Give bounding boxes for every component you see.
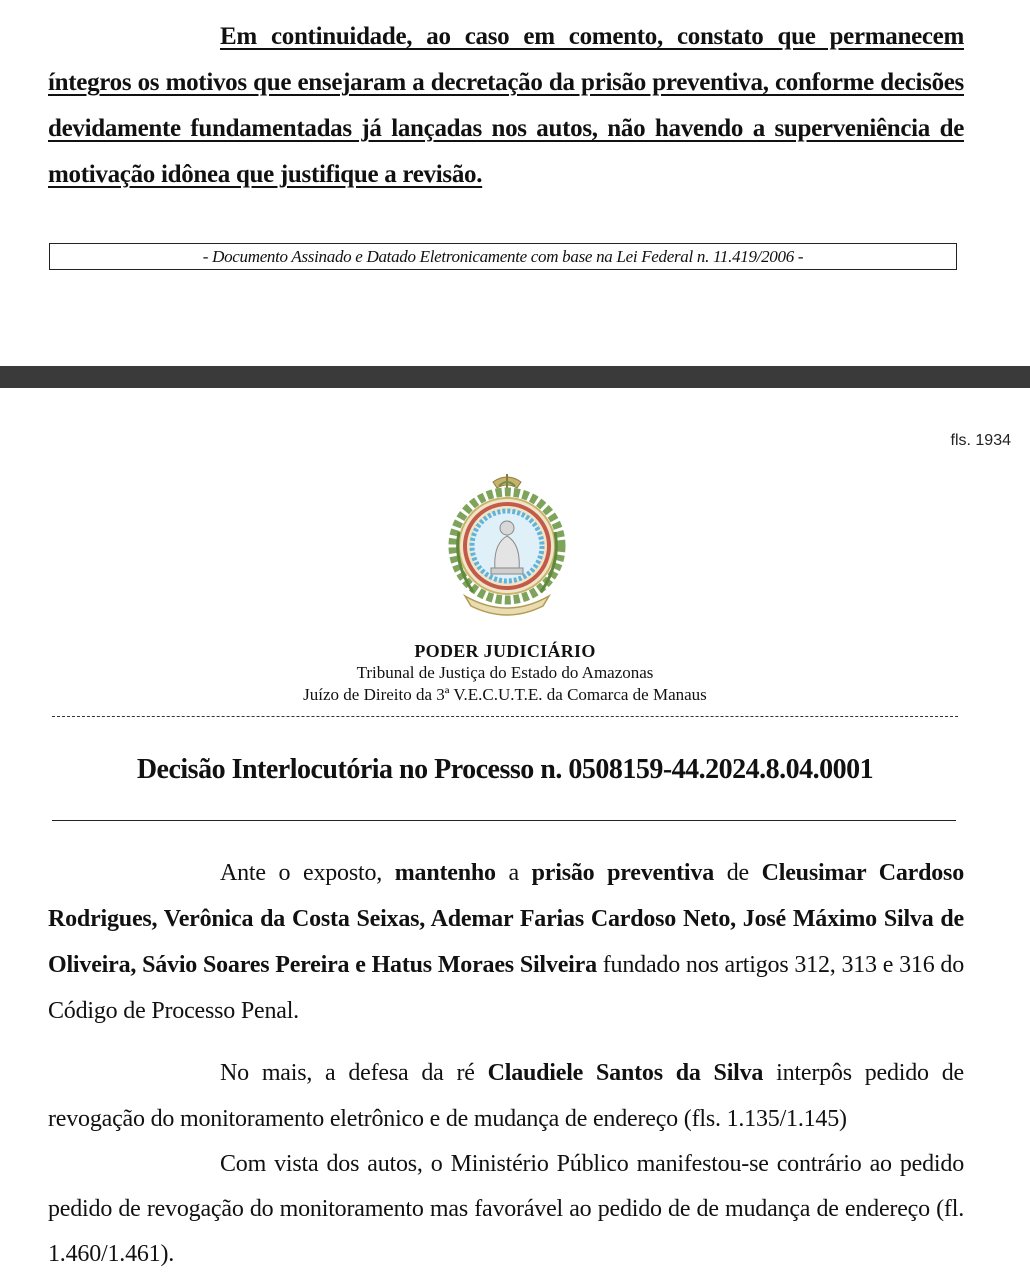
p1-text-1: Ante o exposto,: [220, 860, 395, 886]
title-divider: [52, 820, 956, 821]
p2-text-2: interpôs pedido de revogação do monitoramento eletrônico e de mudança de endereço (fls. 1.135/1.145): [48, 1060, 964, 1132]
header-power: PODER JUDICIÁRIO: [414, 641, 596, 661]
court-header: [0, 640, 1010, 706]
p1-text-3: de: [714, 860, 762, 886]
header-jurisdiction: Juízo de Direito da 3ª V.E.C.U.T.E. da Comarca de Manaus: [303, 685, 707, 704]
p1-text-2: a: [495, 860, 532, 886]
electronic-signature-note: - Documento Assinado e Datado Eletronicamente com base na Lei Federal n. 11.419/2006 -: [49, 243, 957, 270]
p1-text-4: fundado nos artigos 312, 313 e 316 do Código de Processo Penal.: [48, 952, 964, 1024]
decision-title: Decisão Interlocutória no Processo n. 0508159-44.2024.8.04.0001: [136, 754, 874, 785]
page-separator: [0, 366, 1030, 388]
document-page-2: [0, 388, 1030, 1280]
p1-defendant-names: Cleusimar Cardoso Rodrigues, Verônica da Costa Seixas, Ademar Farias Cardoso Neto, José Máximo Silva de Oliveira, Sávio Soares Pereira e Hatus Moraes Silveira: [48, 860, 964, 978]
court-seal-emblem: [443, 472, 571, 620]
p2-text-1: No mais, a defesa da ré: [220, 1060, 488, 1086]
p1-bold-2: prisão preventiva: [531, 860, 715, 886]
continuation-paragraph: [48, 14, 964, 198]
decision-paragraph-3: [48, 1142, 964, 1277]
document-page-1: [0, 0, 1030, 366]
p3-text: Com vista dos autos, o Ministério Público manifestou-se contrário ao pedido pedido de revogação do monitoramento mas favorável ao pedido de de mudança de endereço (fl. 1.460/1.461).: [48, 1151, 964, 1267]
page-number: fls. 1934: [950, 432, 1011, 449]
header-divider: [52, 716, 958, 717]
p2-defendant-name: Claudiele Santos da Silva: [487, 1060, 764, 1086]
p1-bold-1: mantenho: [394, 860, 496, 886]
header-court: Tribunal de Justiça do Estado do Amazonas: [356, 663, 654, 682]
continuation-paragraph-text: Em continuidade, ao caso em comento, constato que permanecem íntegros os motivos que ensejaram a decretação da prisão preventiva, conforme decisões devidamente fundamentadas já lançadas nos autos, não havendo a superveniência de motivação idônea que justifique a revisão.: [48, 23, 964, 188]
decision-paragraph-1: [48, 850, 964, 1034]
decision-paragraph-2: [48, 1050, 964, 1142]
